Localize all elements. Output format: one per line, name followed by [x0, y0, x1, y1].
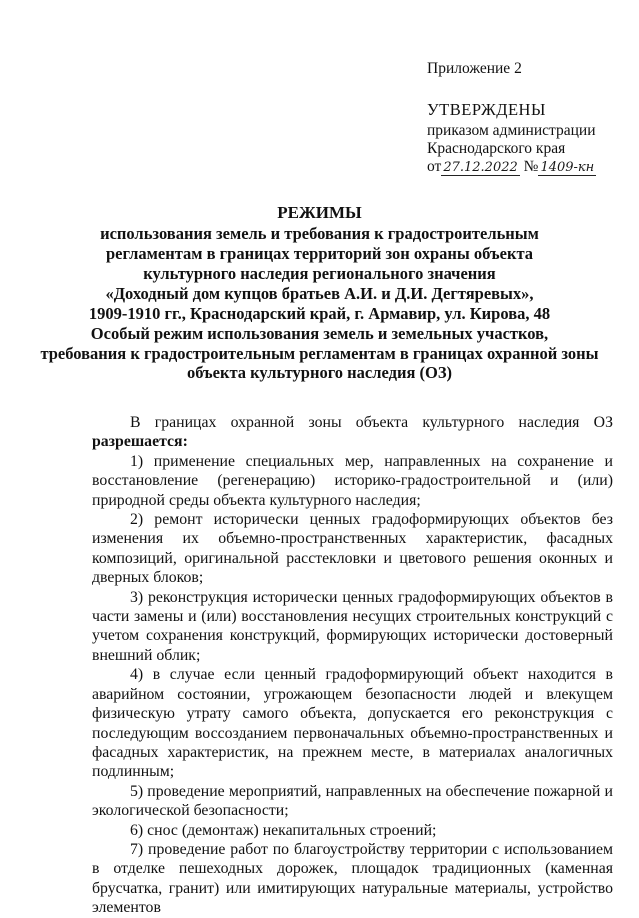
list-item: 3) реконструкция исторически ценных градоформирующих объектов в части замены и (или) восстановления несущих строительных конструкций с учетом сохранения конструкций, формирующих исторически достоверный внешний облик;	[92, 588, 613, 664]
approval-block	[427, 101, 596, 176]
list-item: 5) проведение мероприятий, направленных на обеспечение пожарной и экологической безопасности;	[92, 782, 613, 820]
list-item: 4) в случае если ценный градоформирующий объект находится в аварийном состоянии, угрожающем безопасности людей и влекущем физическую утрату самого объекта, допускается его реконструкция с последующим воссозданием первоначальных объемно-пространственных и фасадных характеристик, на прежнем месте, в материалах аналогичных подлинным;	[92, 666, 613, 781]
title-line: «Доходный дом купцов братьев А.И. и Д.И. Дегтяревых»,	[105, 284, 534, 303]
list-item: 2) ремонт исторически ценных градоформирующих объектов без изменения их объемно-пространственных характеристик, фасадных композиций, оригинальной расстекловки и цветового решения оконных и дверных блоков;	[92, 511, 613, 587]
list-item: 7) проведение работ по благоустройству территории с использованием в отделке пешеходных дорожек, площадок традиционных (каменная брусчатка, гранит) или имитирующих натуральные материалы, устройство элементов	[92, 840, 613, 917]
section-heading-line: Особый режим использования земель и земельных участков,	[90, 324, 549, 343]
approved-heading: УТВЕРЖДЕНЫ	[427, 100, 546, 119]
list-item: 6) снос (демонтаж) некапитальных строений;	[130, 821, 437, 839]
document-body	[92, 413, 613, 918]
document-title	[0, 203, 639, 324]
order-date-number	[427, 158, 596, 176]
list-item: 1) применение специальных мер, направленных на сохранение и восстановление (регенерацию) историко-градостроительной и (или) природной среды объекта культурного наследия;	[92, 452, 613, 509]
handwritten-number: 1409-кн	[540, 160, 595, 175]
section-heading-line: требования к градостроительным регламентам в границах охранной зоны	[40, 343, 599, 363]
title-line: использования земель и требования к градостроительным	[100, 224, 539, 243]
title-main: РЕЖИМЫ	[277, 203, 362, 222]
handwritten-date: 27.12.2022	[443, 160, 518, 175]
section-heading	[0, 324, 639, 383]
intro-bold	[92, 432, 613, 451]
attachment-label: Приложение 2	[427, 60, 522, 77]
title-line: регламентам в границах территорий зон охраны объекта	[105, 244, 534, 263]
title-line: культурного наследия регионального значения	[143, 264, 496, 283]
section-heading-line: объекта культурного наследия (ОЗ)	[186, 363, 453, 382]
approved-by-line-2: Краснодарского края	[427, 140, 566, 157]
title-line: 1909-1910 гг., Краснодарский край, г. Армавир, ул. Кирова, 48	[88, 304, 551, 323]
allowed-label: разрешается:	[92, 433, 188, 451]
number-prefix: №	[523, 158, 539, 175]
intro-paragraph: В границах охранной зоны объекта культурного наследия ОЗ	[130, 414, 613, 431]
approved-by-line-1: приказом администрации	[427, 122, 596, 139]
date-prefix: от	[427, 158, 442, 175]
